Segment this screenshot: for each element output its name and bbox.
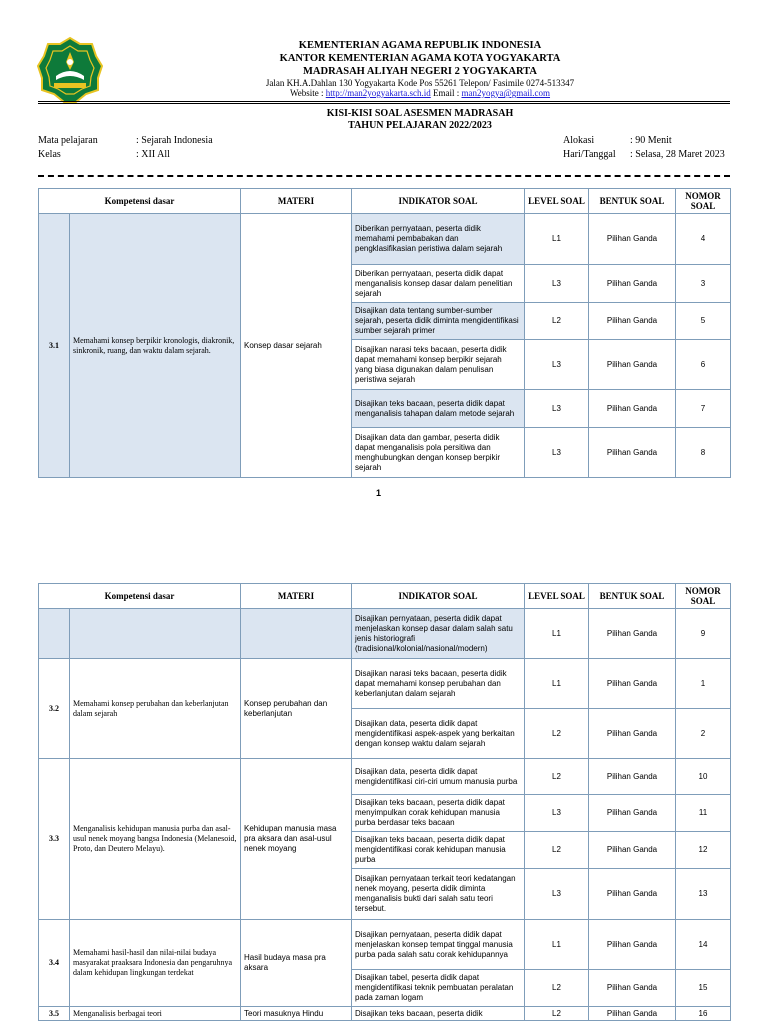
duration-value: : 90 Menit bbox=[630, 135, 672, 146]
nomor-cell: 8 bbox=[676, 428, 731, 478]
school-address: Jalan KH.A.Dahlan 130 Yogyakarta Kode Pos 55261 Telepon/ Fasimile 0274-513347 bbox=[265, 78, 575, 88]
indikator-cell: Disajikan pernyataan, peserta didik dapat menjelaskan konsep dasar dalam salah satu jenis historiografi (tradisional/kolonial/nasional/modern) bbox=[352, 609, 525, 659]
bentuk-cell: Pilihan Ganda bbox=[589, 832, 676, 869]
kd-number: 3.5 bbox=[39, 1007, 70, 1021]
website-label: Website : bbox=[289, 88, 326, 98]
header-kd: Kompetensi dasar bbox=[39, 189, 241, 214]
page-number: 1 bbox=[376, 488, 382, 498]
nomor-cell: 7 bbox=[676, 390, 731, 428]
kd-text: Menganalisis berbagai teori bbox=[70, 1007, 241, 1021]
bentuk-cell: Pilihan Ganda bbox=[589, 1007, 676, 1021]
ministry-name: KEMENTERIAN AGAMA REPUBLIK INDONESIA bbox=[298, 40, 542, 51]
level-cell: L1 bbox=[525, 609, 589, 659]
kd-text bbox=[70, 609, 241, 659]
nomor-cell: 16 bbox=[676, 1007, 731, 1021]
subject-label: Mata pelajaran bbox=[38, 135, 98, 146]
header-level: LEVEL SOAL bbox=[525, 584, 589, 609]
kd-number: 3.3 bbox=[39, 759, 70, 920]
header-bentuk: BENTUK SOAL bbox=[589, 189, 676, 214]
level-cell: L2 bbox=[525, 303, 589, 340]
ministry-logo bbox=[36, 36, 104, 104]
nomor-cell: 6 bbox=[676, 340, 731, 390]
level-cell: L3 bbox=[525, 428, 589, 478]
office-name: KANTOR KEMENTERIAN AGAMA KOTA YOGYAKARTA bbox=[279, 53, 561, 64]
indikator-cell: Disajikan teks bacaan, peserta didik dapat menyimpulkan corak kehidupan manusia purba berdasar teks bacaan bbox=[352, 795, 525, 832]
dashed-separator bbox=[38, 175, 730, 177]
indikator-cell: Disajikan narasi teks bacaan, peserta didik dapat memahami konsep perubahan dan keberlanjutan dalam sejarah bbox=[352, 659, 525, 709]
nomor-cell: 1 bbox=[676, 659, 731, 709]
date-value: : Selasa, 28 Maret 2023 bbox=[630, 149, 725, 160]
level-cell: L3 bbox=[525, 390, 589, 428]
level-cell: L1 bbox=[525, 659, 589, 709]
indikator-cell: Disajikan tabel, peserta didik dapat mengidentifikasi teknik pembuatan peralatan pada zaman logam bbox=[352, 970, 525, 1007]
bentuk-cell: Pilihan Ganda bbox=[589, 709, 676, 759]
nomor-cell: 3 bbox=[676, 265, 731, 303]
indikator-cell: Disajikan teks bacaan, peserta didik dapat menganalisis tahapan dalam metode sejarah bbox=[352, 390, 525, 428]
bentuk-cell: Pilihan Ganda bbox=[589, 759, 676, 795]
header-nomor: NOMOR SOAL bbox=[676, 584, 731, 609]
indikator-cell: Disajikan data dan gambar, peserta didik dapat menganalisis pola persitiwa dan menghubungkan dengan konsep berpikir sejarah bbox=[352, 428, 525, 478]
school-name: MADRASAH ALIYAH NEGERI 2 YOGYAKARTA bbox=[303, 66, 537, 77]
nomor-cell: 11 bbox=[676, 795, 731, 832]
level-cell: L3 bbox=[525, 265, 589, 303]
kd-text: Memahami konsep perubahan dan keberlanjutan dalam sejarah bbox=[70, 659, 241, 759]
contact-line bbox=[160, 88, 680, 98]
indikator-cell: Diberikan pernyataan, peserta didik dapat menganalisis konsep dasar dalam penelitian sejarah bbox=[352, 265, 525, 303]
level-cell: L2 bbox=[525, 709, 589, 759]
nomor-cell: 12 bbox=[676, 832, 731, 869]
level-cell: L2 bbox=[525, 832, 589, 869]
bentuk-cell: Pilihan Ganda bbox=[589, 609, 676, 659]
nomor-cell: 9 bbox=[676, 609, 731, 659]
materi-text: Konsep dasar sejarah bbox=[241, 214, 352, 478]
kd-text: Memahami konsep berpikir kronologis, diakronik, sinkronik, ruang, dan waktu dalam sejarah. bbox=[70, 214, 241, 478]
header-level: LEVEL SOAL bbox=[525, 189, 589, 214]
subject-value: : Sejarah Indonesia bbox=[136, 135, 213, 146]
level-cell: L2 bbox=[525, 970, 589, 1007]
class-value: : XII All bbox=[136, 149, 170, 160]
level-cell: L3 bbox=[525, 869, 589, 920]
class-label: Kelas bbox=[38, 149, 61, 160]
bentuk-cell: Pilihan Ganda bbox=[589, 303, 676, 340]
bentuk-cell: Pilihan Ganda bbox=[589, 390, 676, 428]
doc-year: TAHUN PELAJARAN 2022/2023 bbox=[348, 120, 492, 131]
header-materi: MATERI bbox=[241, 584, 352, 609]
level-cell: L1 bbox=[525, 214, 589, 265]
bentuk-cell: Pilihan Ganda bbox=[589, 340, 676, 390]
kd-text: Menganalisis kehidupan manusia purba dan asal-usul nenek moyang bangsa Indonesia (Melanesoid, Proto, dan Deutero Melayu). bbox=[70, 759, 241, 920]
kd-number bbox=[39, 609, 70, 659]
level-cell: L2 bbox=[525, 759, 589, 795]
indikator-cell: Disajikan data, peserta didik dapat mengidentifikasi aspek-aspek yang berkaitan dengan konsep waktu dalam sejarah bbox=[352, 709, 525, 759]
indikator-cell: Disajikan teks bacaan, peserta didik dapat mengidentifikasi corak kehidupan manusia purba bbox=[352, 832, 525, 869]
level-cell: L1 bbox=[525, 920, 589, 970]
email-link[interactable]: man2yogya@gmail.com bbox=[461, 88, 551, 98]
materi-text: Hasil budaya masa pra aksara bbox=[241, 920, 352, 1007]
bentuk-cell: Pilihan Ganda bbox=[589, 920, 676, 970]
bentuk-cell: Pilihan Ganda bbox=[589, 428, 676, 478]
materi-text: Konsep perubahan dan keberlanjutan bbox=[241, 659, 352, 759]
materi-text: Kehidupan manusia masa pra aksara dan asal-usul nenek moyang bbox=[241, 759, 352, 920]
header-indikator: INDIKATOR SOAL bbox=[352, 189, 525, 214]
nomor-cell: 4 bbox=[676, 214, 731, 265]
header-kd: Kompetensi dasar bbox=[39, 584, 241, 609]
header-materi: MATERI bbox=[241, 189, 352, 214]
indikator-cell: Disajikan data tentang sumber-sumber sejarah, peserta didik diminta mengidentifikasi sumber sejarah primer bbox=[352, 303, 525, 340]
nomor-cell: 10 bbox=[676, 759, 731, 795]
header-indikator: INDIKATOR SOAL bbox=[352, 584, 525, 609]
level-cell: L2 bbox=[525, 1007, 589, 1021]
materi-text: Teori masuknya Hindu bbox=[241, 1007, 352, 1021]
date-label: Hari/Tanggal bbox=[563, 149, 616, 160]
nomor-cell: 2 bbox=[676, 709, 731, 759]
letterhead-rule-2 bbox=[38, 103, 730, 104]
grid-table-2 bbox=[38, 583, 731, 1021]
bentuk-cell: Pilihan Ganda bbox=[589, 214, 676, 265]
materi-text bbox=[241, 609, 352, 659]
indikator-cell: Disajikan pernyataan, peserta didik dapat menjelaskan konsep tempat tinggal manusia purba pada salah satu corak kehidupannya bbox=[352, 920, 525, 970]
kd-number: 3.2 bbox=[39, 659, 70, 759]
kd-number: 3.1 bbox=[39, 214, 70, 478]
nomor-cell: 13 bbox=[676, 869, 731, 920]
kd-number: 3.4 bbox=[39, 920, 70, 1007]
indikator-cell: Disajikan narasi teks bacaan, peserta didik dapat memahami konsep berpikir sejarah yang biasa digunakan dalam penulisan peristiwa sejarah bbox=[352, 340, 525, 390]
duration-label: Alokasi bbox=[563, 135, 595, 146]
indikator-cell: Disajikan pernyataan terkait teori kedatangan nenek moyang, peserta didik diminta menganalisis bukti dari salah satu teori tersebut. bbox=[352, 869, 525, 920]
nomor-cell: 15 bbox=[676, 970, 731, 1007]
email-label: Email : bbox=[430, 88, 462, 98]
bentuk-cell: Pilihan Ganda bbox=[589, 265, 676, 303]
letterhead-rule bbox=[38, 101, 730, 102]
kd-text: Memahami hasil-hasil dan nilai-nilai budaya masyarakat praaksara Indonesia dan pengaruhnya dalam kehidupan lingkungan terdekat bbox=[70, 920, 241, 1007]
indikator-cell: Disajikan data, peserta didik dapat mengidentifikasi ciri-ciri umum manusia purba bbox=[352, 759, 525, 795]
nomor-cell: 14 bbox=[676, 920, 731, 970]
indikator-cell: Diberikan pernyataan, peserta didik memahami pembabakan dan pengklasifikasian peristiwa dalam sejarah bbox=[352, 214, 525, 265]
nomor-cell: 5 bbox=[676, 303, 731, 340]
indikator-cell: Disajikan teks bacaan, peserta didik bbox=[352, 1007, 525, 1021]
header-bentuk: BENTUK SOAL bbox=[589, 584, 676, 609]
doc-title: KISI-KISI SOAL ASESMEN MADRASAH bbox=[326, 108, 514, 119]
header-nomor: NOMOR SOAL bbox=[676, 189, 731, 214]
level-cell: L3 bbox=[525, 795, 589, 832]
bentuk-cell: Pilihan Ganda bbox=[589, 795, 676, 832]
bentuk-cell: Pilihan Ganda bbox=[589, 869, 676, 920]
bentuk-cell: Pilihan Ganda bbox=[589, 970, 676, 1007]
level-cell: L3 bbox=[525, 340, 589, 390]
bentuk-cell: Pilihan Ganda bbox=[589, 659, 676, 709]
website-link[interactable]: http://man2yogyakarta.sch.id bbox=[325, 88, 431, 98]
grid-table-1 bbox=[38, 188, 731, 478]
